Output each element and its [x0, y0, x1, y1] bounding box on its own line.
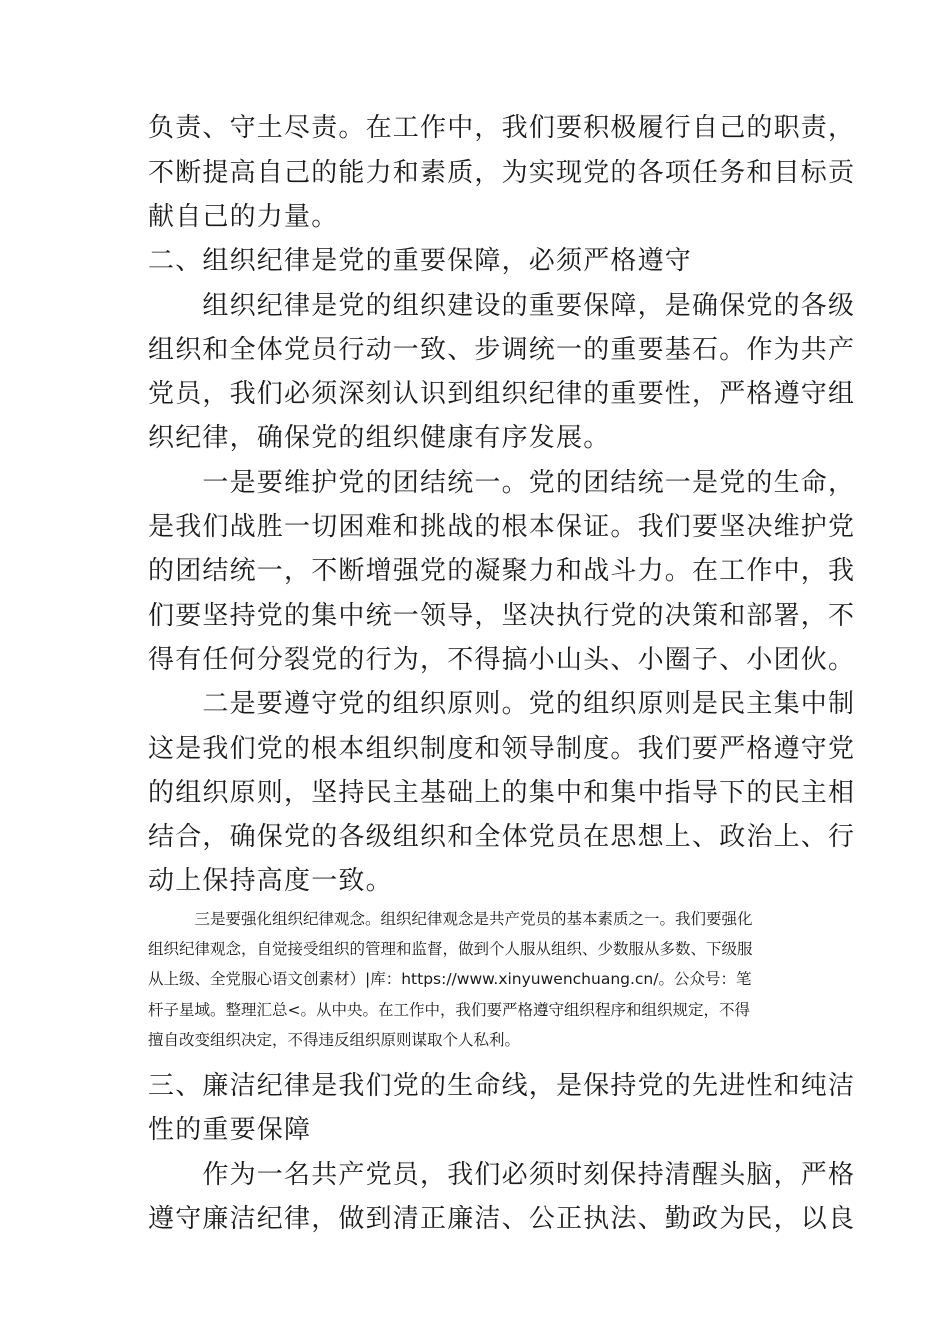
body-line: 作为一名共产党员，我们必须时刻保持清醒头脑，严格 — [148, 1160, 856, 1190]
body-line: 织纪律，确保党的组织健康有序发展。 — [148, 423, 611, 453]
body-line: 组织纪律是党的组织建设的重要保障，是确保党的各级 — [148, 291, 856, 321]
body-line: 得有任何分裂党的行为，不得搞小山头、小圈子、小团伙。 — [148, 645, 856, 675]
body-line: 动上保持高度一致。 — [148, 866, 393, 896]
body-line: 不断提高自己的能力和素质，为实现党的各项任务和目标贡 — [148, 158, 856, 188]
body-line: 二是要遵守党的组织原则。党的组织原则是民主集中制 — [148, 689, 856, 719]
section-heading: 二、组织纪律是党的重要保障，必须严格遵守 — [148, 246, 693, 276]
body-line: 是我们战胜一切困难和挑战的根本保证。我们要坚决维护党 — [148, 512, 856, 542]
body-line: 结合，确保党的各级组织和全体党员在思想上、政治上、行 — [148, 822, 856, 852]
section-heading: 三、廉洁纪律是我们党的生命线，是保持党的先进性和纯洁 — [148, 1071, 856, 1101]
body-line: 这是我们党的根本组织制度和领导制度。我们要严格遵守党 — [148, 734, 856, 764]
section-heading: 性的重要保障 — [148, 1115, 312, 1145]
body-line: 献自己的力量。 — [148, 202, 339, 232]
body-line: 党员，我们必须深刻认识到组织纪律的重要性，严格遵守组 — [148, 379, 856, 409]
small-body-line: 擅自改变组织决定，不得违反组织原则谋取个人私利。 — [148, 1031, 521, 1049]
small-body-line: 三是要强化组织纪律观念。组织纪律观念是共产党员的基本素质之一。我们要强化 — [148, 910, 753, 928]
body-line: 的团结统一，不断增强党的凝聚力和战斗力。在工作中，我 — [148, 556, 856, 586]
body-line: 一是要维护党的团结统一。党的团结统一是党的生命， — [148, 468, 856, 498]
body-line: 遵守廉洁纪律，做到清正廉洁、公正执法、勤政为民，以良 — [148, 1204, 856, 1234]
body-line: 组织和全体党员行动一致、步调统一的重要基石。作为共产 — [148, 335, 856, 365]
body-line: 的组织原则，坚持民主基础上的集中和集中指导下的民主相 — [148, 778, 856, 808]
small-body-line: 从上级、全党服心语文创素材）|库：https://www.xinyuwenchuang.cn/。公众号：笔 — [148, 970, 752, 988]
body-line: 负责、守土尽责。在工作中，我们要积极履行自己的职责， — [148, 113, 856, 143]
small-body-line: 组织纪律观念，自觉接受组织的管理和监督，做到个人服从组织、少数服从多数、下级服 — [148, 940, 753, 958]
body-line: 们要坚持党的集中统一领导，坚决执行党的决策和部署，不 — [148, 601, 856, 631]
small-body-line: 杆子星域。整理汇总<。从中央。在工作中，我们要严格遵守组织程序和组织规定，不得 — [148, 1001, 750, 1019]
